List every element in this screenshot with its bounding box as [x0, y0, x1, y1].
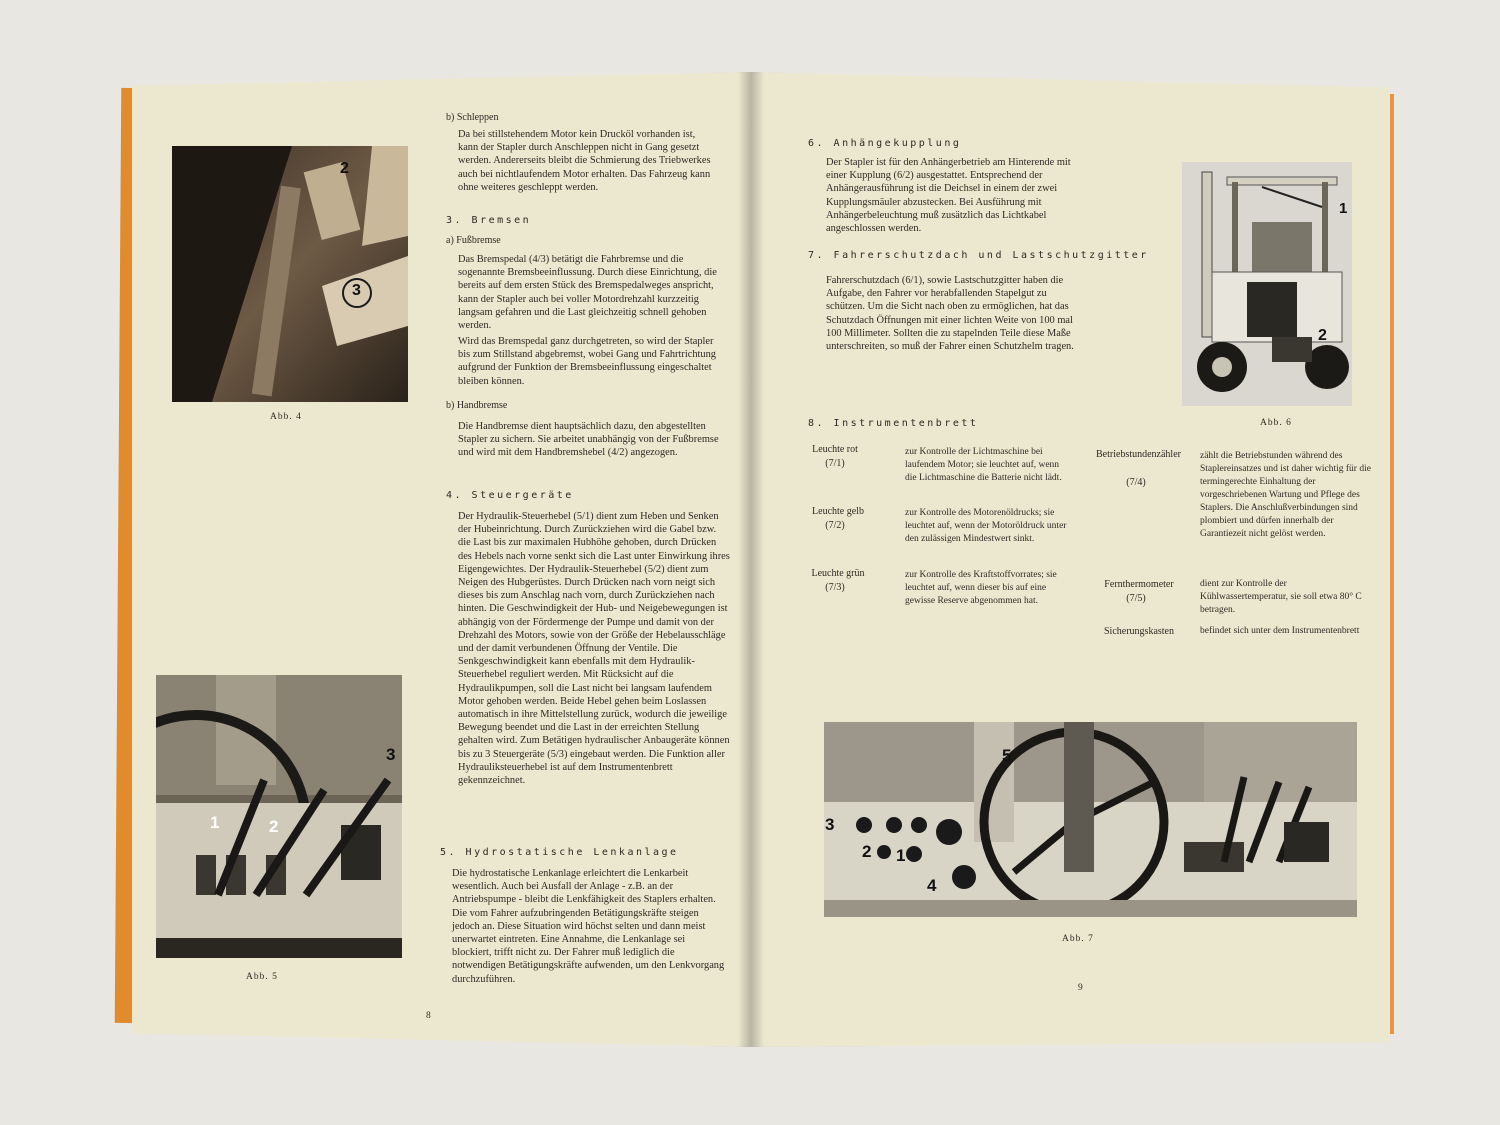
figure-abb7-label-4: 4: [927, 876, 937, 895]
lenkanlage-text: Die hydrostatische Lenkanlage erleichtert die Lenkarbeit wesentlich. Auch bei Ausfall der Anlage - z.B. an der Antriebspumpe - bleibt die Lenkfähigkeit des Staplers erhalten. Die vom Fahrer aufzubringenden Betätigungskräfte steigen jedoch an. Diese Situation wird höchst selten und dann meist unerwartet eintreten. Eine Annahme, die Lenkanlage sei blockiert, trifft nicht zu. Der Fahrer muß lediglich die notwendigen Betätigungskräfte aufwenden, um den Lenkvorgang durchzuführen.: [452, 868, 725, 985]
instr-right-label-3: Sicherungskasten: [1104, 626, 1174, 637]
figure-abb4-caption: Abb. 4: [270, 412, 302, 422]
figure-abb7-label-1: 1: [896, 846, 906, 865]
figure-abb4-photo: [172, 146, 408, 402]
figure-abb7-label-3: 3: [825, 815, 835, 834]
schutzdach-heading: 7. Fahrerschutzdach und Lastschutzgitter: [808, 250, 1149, 261]
figure-abb7-label-2: 2: [862, 842, 872, 861]
figure-abb6-caption: Abb. 6: [1260, 418, 1292, 428]
figure-abb6-photo: [1182, 162, 1352, 406]
instr-right-ref-1: (7/4): [1126, 477, 1146, 488]
figure-abb5-caption: Abb. 5: [246, 972, 278, 982]
instr-left-ref-2: (7/2): [825, 520, 845, 531]
fussbremse-text-2: Wird das Bremspedal ganz durchgetreten, so wird der Stapler bis zum Stillstand abgebremst, wobei Gang und Fahrtrichtung aufgrund der Funktion der Bremsbeeinflussung eingeschaltet bleiben können.: [458, 336, 716, 387]
steuergeraete-heading: 4. Steuergeräte: [446, 490, 574, 501]
figure-abb4-label-2: 2: [340, 160, 349, 177]
figure-abb5-label-2: 2: [269, 817, 279, 836]
figure-abb6-label-1: 1: [1339, 200, 1348, 217]
page-number-right: 9: [1078, 983, 1083, 993]
figure-abb4-label-3: 3: [352, 282, 361, 299]
figure-abb5-photo: [156, 675, 402, 958]
schleppen-text: Da bei stillstehendem Motor kein Drucköl vorhanden ist, kann der Stapler durch Anschleppen nicht in Gang gesetzt werden. Andererseits bleibt die Schmierung des Triebwerkes auch bei nichtlaufendem Motor erhalten. Das Fahrzeug kann ohne weiteres geschleppt werden.: [458, 129, 711, 193]
steuergeraete-text: Der Hydraulik-Steuerhebel (5/1) dient zum Heben und Senken der Hubeinrichtung. Durch Zurückziehen wird die Gabel bzw. die Last bis zur maximalen Hubhöhe gehoben, durch Drücken des Hebels nach vorne senkt sich die Last unter Einwirkung ihres Eigengewichtes. Der Hydraulik-Steuerhebel (5/2) dient zum Neigen des Hubgerüstes. Durch Drücken nach vorn neigt sich dieses bis zum Anschlag nach vorn, durch Zurückziehen nach hinten. Die Geschwindigkeit der Hub- und Neigebewegungen ist abhängig von der Fördermenge der Pumpe und damit von der Drehzahl des Motors, sowie von der Größe der Hebelausschläge und der damit verbundenen Öffnung der Ventile. Die Senkgeschwindigkeit kann ebenfalls mit dem Hydraulik-Steuerhebel reguliert werden. Mit Rücksicht auf die Hydraulikpumpen, soll die Last nicht bei langsam laufendem Motor gehoben werden. Beide Hebel gehen beim Loslassen automatisch in ihre Mittelstellung zurück, wodurch die jeweilige Bewegung beendet und die Last in der erreichten Stellung gehalten wird. Zum Betätigen hydraulischer Anbaugeräte können bis zu 3 Steuergeräte (5/3) eingebaut werden. Die Funktion aller Hydrauliksteuerhebel ist auf dem Instrumentenbrett gekennzeichnet.: [458, 511, 730, 787]
instr-right-label-2: Fernthermometer: [1104, 579, 1174, 590]
book-gutter: [738, 72, 764, 1047]
fussbremse-text-1: Das Bremspedal (4/3) betätigt die Fahrbremse und die sogenannte Bremsbeeinflussung. Durch diese Einrichtung, die bereits auf dem ersten Stück des Bremspedalweges anspricht, kann der Stapler auch bei voller Motordrehzahl kurzzeitig langsam gefahren und die Last gleichzeitig schnell gehoben werden.: [458, 254, 717, 332]
handbremse-text: Die Handbremse dient hauptsächlich dazu, den abgestellten Stapler zu sichern. Sie arbeitet unabhängig von der Fußbremse und wird mit dem Handbremshebel (4/2) angezogen.: [458, 421, 719, 459]
instr-left-ref-3: (7/3): [825, 582, 845, 593]
page-number-left: 8: [426, 1011, 431, 1021]
schutzdach-text: Fahrerschutzdach (6/1), sowie Lastschutzgitter haben die Aufgabe, den Fahrer vor herabfallenden Stapelgut zu schützen. Um die Sicht nach oben zu ermöglichen, hat das Schutzdach Öffnungen mit einer lichten Weite von 100 mal 100 Millimeter. Sollten die zu stapelnden Teile diese Maße unterschreiten, so muß der Fahrer einen Schutzhelm tragen.: [826, 275, 1074, 353]
instr-left-text-2: zur Kontrolle des Motorenöldrucks; sie leuchtet auf, wenn der Motoröldruck unter den zulässigen Mindestwert sinkt.: [905, 508, 1067, 544]
anhaenge-heading: 6. Anhängekupplung: [808, 138, 962, 149]
instr-right-text-2: dient zur Kontrolle der Kühlwassertemperatur, sie soll etwa 80° C betragen.: [1200, 579, 1362, 615]
instrumentenbrett-heading: 8. Instrumentenbrett: [808, 418, 979, 429]
instr-left-label-3: Leuchte grün: [811, 568, 865, 579]
instr-right-text-3: befindet sich unter dem Instrumentenbrett: [1200, 626, 1360, 636]
bremsen-heading: 3. Bremsen: [446, 215, 532, 226]
schleppen-heading: b) Schleppen: [446, 112, 499, 123]
instr-right-ref-2: (7/5): [1126, 593, 1146, 604]
instr-right-label-1: Betriebstundenzähler: [1096, 449, 1181, 460]
instr-left-text-1: zur Kontrolle der Lichtmaschine bei laufendem Motor; sie leuchtet auf, wenn die Lichtmaschine die Batterie nicht lädt.: [905, 447, 1062, 483]
figure-abb7-photo: [824, 722, 1357, 917]
fussbremse-heading: a) Fußbremse: [446, 235, 501, 246]
instr-left-label-1: Leuchte rot: [812, 444, 858, 455]
instr-left-label-2: Leuchte gelb: [812, 506, 864, 517]
figure-abb7-caption: Abb. 7: [1062, 934, 1094, 944]
figure-abb5-label-1: 1: [210, 813, 220, 832]
instr-left-text-3: zur Kontrolle des Kraftstoffvorrates; sie leuchtet auf, wenn dieser bis auf eine gewisse Reserve abgenommen hat.: [905, 570, 1057, 606]
figure-abb7-label-5: 5: [1002, 746, 1012, 765]
figure-abb5-label-3: 3: [386, 745, 396, 764]
handbremse-heading: b) Handbremse: [446, 400, 508, 411]
anhaenge-text: Der Stapler ist für den Anhängerbetrieb am Hinterende mit einer Kupplung (6/2) ausgestattet. Entsprechend der Anhängerausführung ist die Deichsel in einem der zwei Kupplungsmäuler abzustecken. Bei Ausführung mit Anhängerbeleuchtung muß zusätzlich das Lichtkabel angeschlossen werden.: [826, 157, 1071, 235]
instr-right-text-1: zählt die Betriebstunden während des Staplereinsatzes und ist daher wichtig für die termingerechte Einhaltung der vorgeschriebenen Wartung und Pflege des Staplers. Die Anschlußverbindungen sind plombiert und dürfen innerhalb der Garantiezeit nicht gelöst werden.: [1200, 451, 1371, 539]
lenkanlage-heading: 5. Hydrostatische Lenkanlage: [440, 847, 679, 858]
instr-left-ref-1: (7/1): [825, 458, 845, 469]
figure-abb6-label-2: 2: [1318, 327, 1327, 344]
